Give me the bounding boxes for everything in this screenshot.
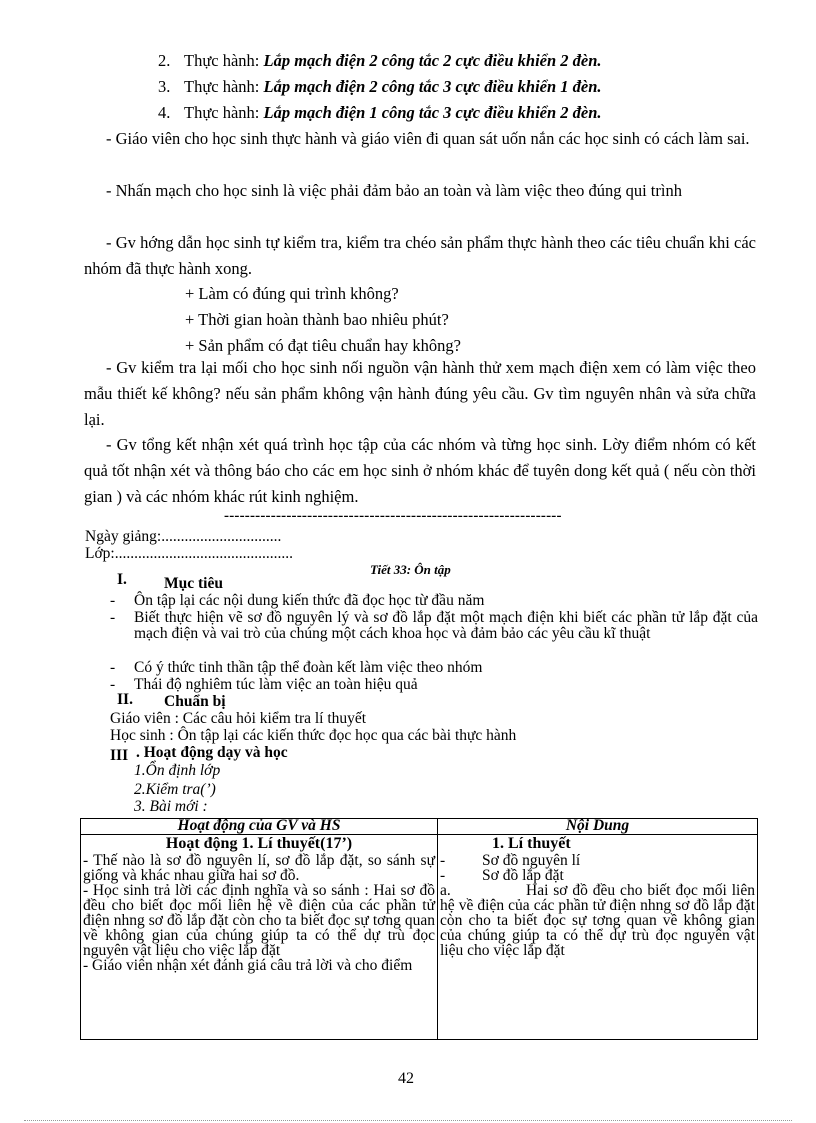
objective-item: Thái độ nghiêm túc làm việc an toàn hiệu quả: [134, 676, 418, 693]
lesson-title: Tiết 33: Ôn tập: [370, 562, 451, 577]
objective-dash: -: [110, 676, 116, 693]
section-title: Chuẩn bị: [164, 693, 226, 710]
objective-dash: -: [110, 659, 116, 676]
paragraph: - Giáo viên cho học sinh thực hành và giáo viên đi quan sát uốn nắn các học sinh có cách làm sai.: [106, 129, 750, 148]
practice-prefix: Thực hành:: [184, 77, 264, 96]
teaching-date: Ngày giảng:...............................: [85, 528, 282, 545]
criterion: + Thời gian hoàn thành bao nhiêu phút?: [185, 310, 449, 329]
practice-prefix: Thực hành:: [184, 103, 264, 122]
section-number: I.: [117, 571, 127, 588]
content-a-text: Hai sơ đồ đều cho biết đọc mối liên hệ về điện của các phần tử điện nhng sơ đồ lắp đặt còn cho ta biết đọc sự tơng quan về không gian của chúng giúp ta có thể dự trù đọc nguyên vật liệu cho việc lắp đặt: [440, 882, 755, 959]
step-item: 2.Kiểm tra(’): [134, 781, 216, 798]
practice-number: 4.: [158, 103, 171, 122]
objective-item: Ôn tập lại các nội dung kiến thức đã đọc học từ đầu năm: [134, 592, 485, 609]
class-line: Lớp:..............................................: [85, 545, 293, 562]
content-item-text: Sơ đồ nguyên lí: [482, 852, 581, 869]
objective-item: Có ý thức tinh thần tập thể đoàn kết làm việc theo nhóm: [134, 659, 483, 676]
section-title: . Hoạt động dạy và học: [136, 744, 288, 761]
header-activities: Hoạt động của GV và HS: [81, 819, 438, 835]
content-item-text: Sơ đồ lắp đặt: [482, 867, 564, 884]
practice-item: [158, 48, 602, 74]
page-border: [24, 1120, 792, 1121]
page-number: 42: [398, 1070, 414, 1087]
step-item: 1.Ổn định lớp: [134, 762, 221, 779]
practice-title: Lắp mạch điện 1 công tắc 3 cực điều khiển 2 đèn.: [263, 103, 602, 122]
table-header-row: [81, 819, 758, 835]
criterion: + Làm có đúng qui trình không?: [185, 284, 399, 303]
practice-prefix: Thực hành:: [184, 51, 264, 70]
table-row: [81, 835, 758, 1040]
activity-title: Hoạt động 1. Lí thuyết(17’): [165, 835, 353, 852]
objective-dash: -: [110, 592, 116, 609]
separator-line: -----------------------------------------------------------------: [224, 508, 562, 524]
content-cell: [438, 835, 758, 1040]
section-title: Mục tiêu: [164, 575, 223, 592]
activity-text: - Giáo viên nhận xét đánh giá câu trả lời và cho điểm: [83, 957, 413, 974]
content-dash: -: [440, 867, 446, 884]
header-content: Nội Dung: [438, 819, 758, 835]
practice-number: 3.: [158, 77, 171, 96]
paragraph: - Nhấn mạch cho học sinh là việc phải đảm bảo an toàn và làm việc theo đúng qui trình: [106, 181, 682, 200]
activities-cell: [81, 835, 438, 1040]
section-number: III: [110, 747, 129, 764]
prep-teacher: Giáo viên : Các câu hỏi kiểm tra lí thuyết: [110, 710, 367, 727]
activity-text: - Học sinh trả lời các định nghĩa và so sánh : Hai sơ đồ đều cho biết đọc mối liên hệ về điện của các phần tử điện nhng sơ đồ lắp đặt còn cho ta biết đọc sự tơng quan về không gian của chúng giúp ta có thể dự trù đọc nguyên vật liệu cho việc lắp đặt: [83, 882, 435, 959]
activity-text: - Thế nào là sơ đồ nguyên lí, sơ đồ lắp đặt, so sánh sự giống và khác nhau giữa hai sơ đồ.: [83, 852, 435, 884]
content-a-label: a.: [440, 882, 451, 899]
criterion: + Sản phẩm có đạt tiêu chuẩn hay không?: [185, 336, 461, 355]
practice-number: 2.: [158, 51, 171, 70]
paragraph: - Gv kiểm tra lại mối cho học sinh nối nguồn vận hành thử xem mạch điện xem có làm việc theo mẫu thiết kế không? nếu sản phẩm không vận hành đúng yêu cầu. Gv tìm nguyên nhân và sửa chữa lại.: [84, 358, 756, 429]
practice-item: [158, 100, 602, 126]
content-paragraph: [440, 883, 755, 958]
prep-student: Học sinh : Ôn tập lại các kiến thức đọc học qua các bài thực hành: [110, 727, 517, 744]
practice-item: [158, 74, 602, 100]
section-number: II.: [117, 691, 133, 708]
practice-title: Lắp mạch điện 2 công tắc 3 cực điều khiển 1 đèn.: [263, 77, 602, 96]
content-dash: -: [440, 852, 446, 869]
practice-title: Lắp mạch điện 2 công tắc 2 cực điều khiển 2 đèn.: [263, 51, 602, 70]
objective-item: Biết thực hiện vẽ sơ đồ nguyên lý và sơ đồ lắp đặt một mạch điện khi biết các phần tử lắp đặt của mạch điện và vai trò của chúng một cách khoa học và đảm bảo các yêu cầu kĩ thuật: [134, 609, 758, 642]
paragraph: - Gv hớng dẫn học sinh tự kiểm tra, kiểm tra chéo sản phẩm thực hành theo các tiêu chuẩn khi các nhóm đã thực hành xong.: [84, 233, 756, 278]
paragraph: - Gv tổng kết nhận xét quá trình học tập của các nhóm và từng học sinh. Lờy điểm nhóm có kết quả tốt nhận xét và thông báo cho các em học sinh ở nhóm khác để tuyên dong kết quả ( nếu còn thời gian ) và các nhóm khác rút kinh nghiệm.: [84, 435, 756, 506]
content-item: [440, 853, 755, 868]
content-item: [440, 868, 755, 883]
objective-dash: -: [110, 609, 116, 626]
step-item: 3. Bài mới :: [134, 798, 208, 815]
lesson-plan-table: [80, 818, 758, 1040]
content-title: 1. Lí thuyết: [492, 835, 571, 852]
